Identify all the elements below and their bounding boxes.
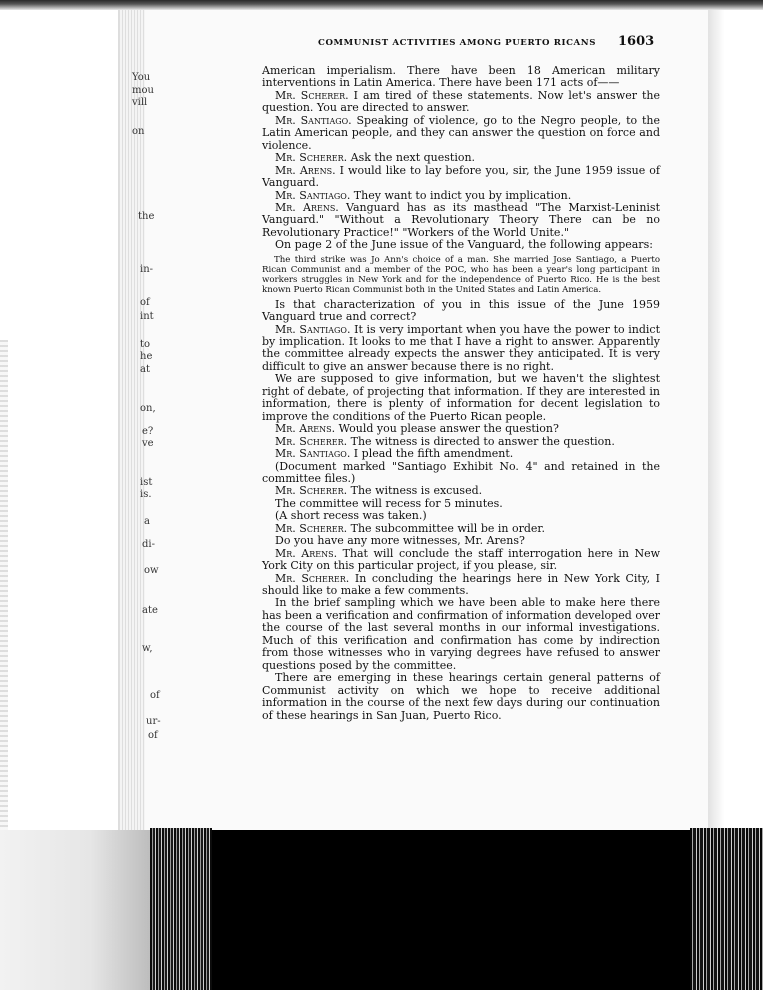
paragraph-text: On page 2 of the June issue of the Vanguard, the following appears: — [275, 238, 653, 252]
speaker-name: Mr. Santiago. — [275, 447, 351, 461]
paragraph-text: Do you have any more witnesses, Mr. Arens? — [275, 534, 525, 548]
paragraph — [262, 202, 660, 239]
margin-fragment: of — [140, 297, 150, 308]
speaker-name: Mr. Arens. — [275, 163, 336, 177]
page-right-edge — [708, 10, 763, 830]
speaker-name: Mr. Scherer. — [275, 571, 350, 585]
paragraph — [262, 239, 660, 251]
margin-fragment: he — [140, 351, 153, 362]
paragraph — [262, 597, 660, 672]
margin-fragment: ow — [144, 565, 159, 576]
paragraph-text: I would like to lay before you, sir, the June 1959 issue of Vanguard. — [262, 163, 660, 190]
speaker-name: Mr. Scherer. — [275, 434, 348, 448]
speaker-name: Mr. Santiago. — [275, 322, 351, 336]
page-number: 1603 — [618, 34, 655, 49]
speaker-name: Mr. Scherer. — [275, 151, 348, 165]
paragraph-text: In the brief sampling which we have been able to make here there has been a verification and confirmation of information developed over the course of the last several months in our informal investigations. Much of this verification and confirmation has come by indirection from those witnesses who in varying degrees have refused to answer questions posed by the committee. — [262, 596, 660, 672]
speaker-name: Mr. Arens. — [275, 546, 338, 560]
paragraph-text: American imperialism. There have been 18 American military interventions in Latin America. There have been 171 acts of—— — [262, 64, 660, 90]
paragraph-text: Is that characterization of you in this issue of the June 1959 Vanguard true and correct? — [262, 297, 660, 324]
paragraph — [262, 165, 660, 190]
paragraph-text: Ask the next question. — [347, 151, 476, 165]
margin-fragment: vill — [132, 97, 148, 108]
margin-fragment: is. — [140, 489, 152, 500]
margin-fragment: di- — [142, 539, 155, 550]
book-edge-right — [690, 828, 763, 990]
margin-fragment: on — [132, 126, 145, 137]
paragraph-text: The witness is directed to answer the question. — [347, 434, 615, 448]
margin-fragment: a — [144, 516, 150, 527]
paragraph — [262, 548, 660, 573]
margin-fragment: on, — [140, 403, 156, 414]
margin-fragment: You — [132, 72, 151, 83]
paragraph-text: That will conclude the staff interrogation here in New York City on this particular project, if you please, sir. — [262, 546, 660, 573]
paragraph-text: Speaking of violence, go to the Negro people, to the Latin American people, and they can answer the question on force and violence. — [262, 113, 661, 152]
margin-fragment: ur- — [146, 716, 161, 727]
quoted-passage — [262, 255, 660, 296]
margin-fragment: of — [150, 690, 160, 701]
margin-fragment: ate — [142, 605, 158, 616]
paragraph-text: There are emerging in these hearings certain general patterns of Communist activity on which we hope to receive additional information in the course of the next few days during our continuation of these hearings in San Juan, Puerto Rico. — [262, 671, 660, 722]
speaker-name: Mr. Scherer. — [275, 88, 349, 102]
scanner-bed-light — [0, 830, 150, 990]
paragraph-text: Vanguard has as its masthead "The Marxist-Leninist Vanguard." "Without a Revolutionary Theory There can be no Revolutionary Practice!" "Workers of the World Unite." — [262, 200, 660, 239]
paragraph-text: In concluding the hearings here in New York City, I should like to make a few comments. — [262, 571, 661, 598]
margin-fragment: e? — [142, 426, 154, 437]
speaker-name: Mr. Arens. — [275, 200, 339, 214]
margin-fragment: ve — [142, 438, 154, 449]
running-title: COMMUNIST ACTIVITIES AMONG PUERTO RICANS — [318, 38, 597, 48]
paragraph — [262, 672, 660, 722]
paragraph — [262, 324, 660, 374]
speaker-name: Mr. Scherer. — [275, 521, 348, 535]
margin-fragment: mou — [132, 85, 154, 96]
book-edge-left — [150, 828, 212, 990]
paragraph-text: I am tired of these statements. Now let's answer the question. You are directed to answer. — [262, 88, 660, 115]
margin-fragment: w, — [142, 643, 153, 654]
paragraph — [262, 299, 660, 324]
paragraph — [262, 65, 660, 90]
paragraph — [262, 461, 660, 486]
paragraph-text: The committee will recess for 5 minutes. — [275, 496, 503, 510]
paragraph-text: The subcommittee will be in order. — [347, 521, 545, 535]
speaker-name: Mr. Arens. — [275, 422, 336, 436]
paragraph-text: (A short recess was taken.) — [275, 509, 427, 523]
paragraph — [262, 90, 660, 115]
speaker-name: Mr. Santiago. — [275, 113, 352, 127]
scan-left-noise — [0, 340, 8, 860]
margin-fragment: int — [140, 311, 154, 322]
paragraph — [262, 115, 660, 152]
margin-fragment: ist — [140, 477, 153, 488]
paragraph — [262, 573, 660, 598]
paragraph-text: The witness is excused. — [347, 484, 483, 498]
speaker-name: Mr. Scherer. — [275, 484, 348, 498]
margin-fragment: of — [148, 730, 158, 741]
margin-fragment: at — [140, 364, 150, 375]
scan-top-edge — [0, 0, 763, 10]
margin-fragment: the — [138, 211, 155, 222]
paragraph-text: It is very important when you have the power to indict by implication. It looks to me that I have a right to answer. Apparently the committee already expects the answer they anticipated. It is very difficult to give an answer because there is no right. — [262, 322, 661, 373]
paragraph — [262, 373, 660, 423]
margin-fragment: to — [140, 339, 151, 350]
speaker-name: Mr. Santiago. — [275, 188, 351, 202]
paragraph-text: The third strike was Jo Ann's choice of a man. She married Jose Santiago, a Puerto Rican Communist and a member of the POC, who has been a year's long participant in workers struggles in New York and for the independence of Puerto Rico. He is the best known Puerto Rican Communist both in the United States and Latin America. — [262, 254, 660, 296]
paragraph-text: We are supposed to give information, but we haven't the slightest right of debate, of projecting that information. If they are interested in information, there is plenty of information for decent legislation to improve the conditions of the Puerto Rican people. — [262, 372, 660, 423]
paragraph-text: They want to indict you by implication. — [350, 188, 572, 202]
margin-fragment: in- — [140, 264, 154, 275]
paragraph-text: (Document marked "Santiago Exhibit No. 4" and retained in the committee files.) — [262, 459, 660, 485]
paragraph-text: I plead the fifth amendment. — [350, 447, 514, 461]
body-text — [262, 65, 660, 722]
paragraph-text: Would you please answer the question? — [335, 422, 559, 436]
